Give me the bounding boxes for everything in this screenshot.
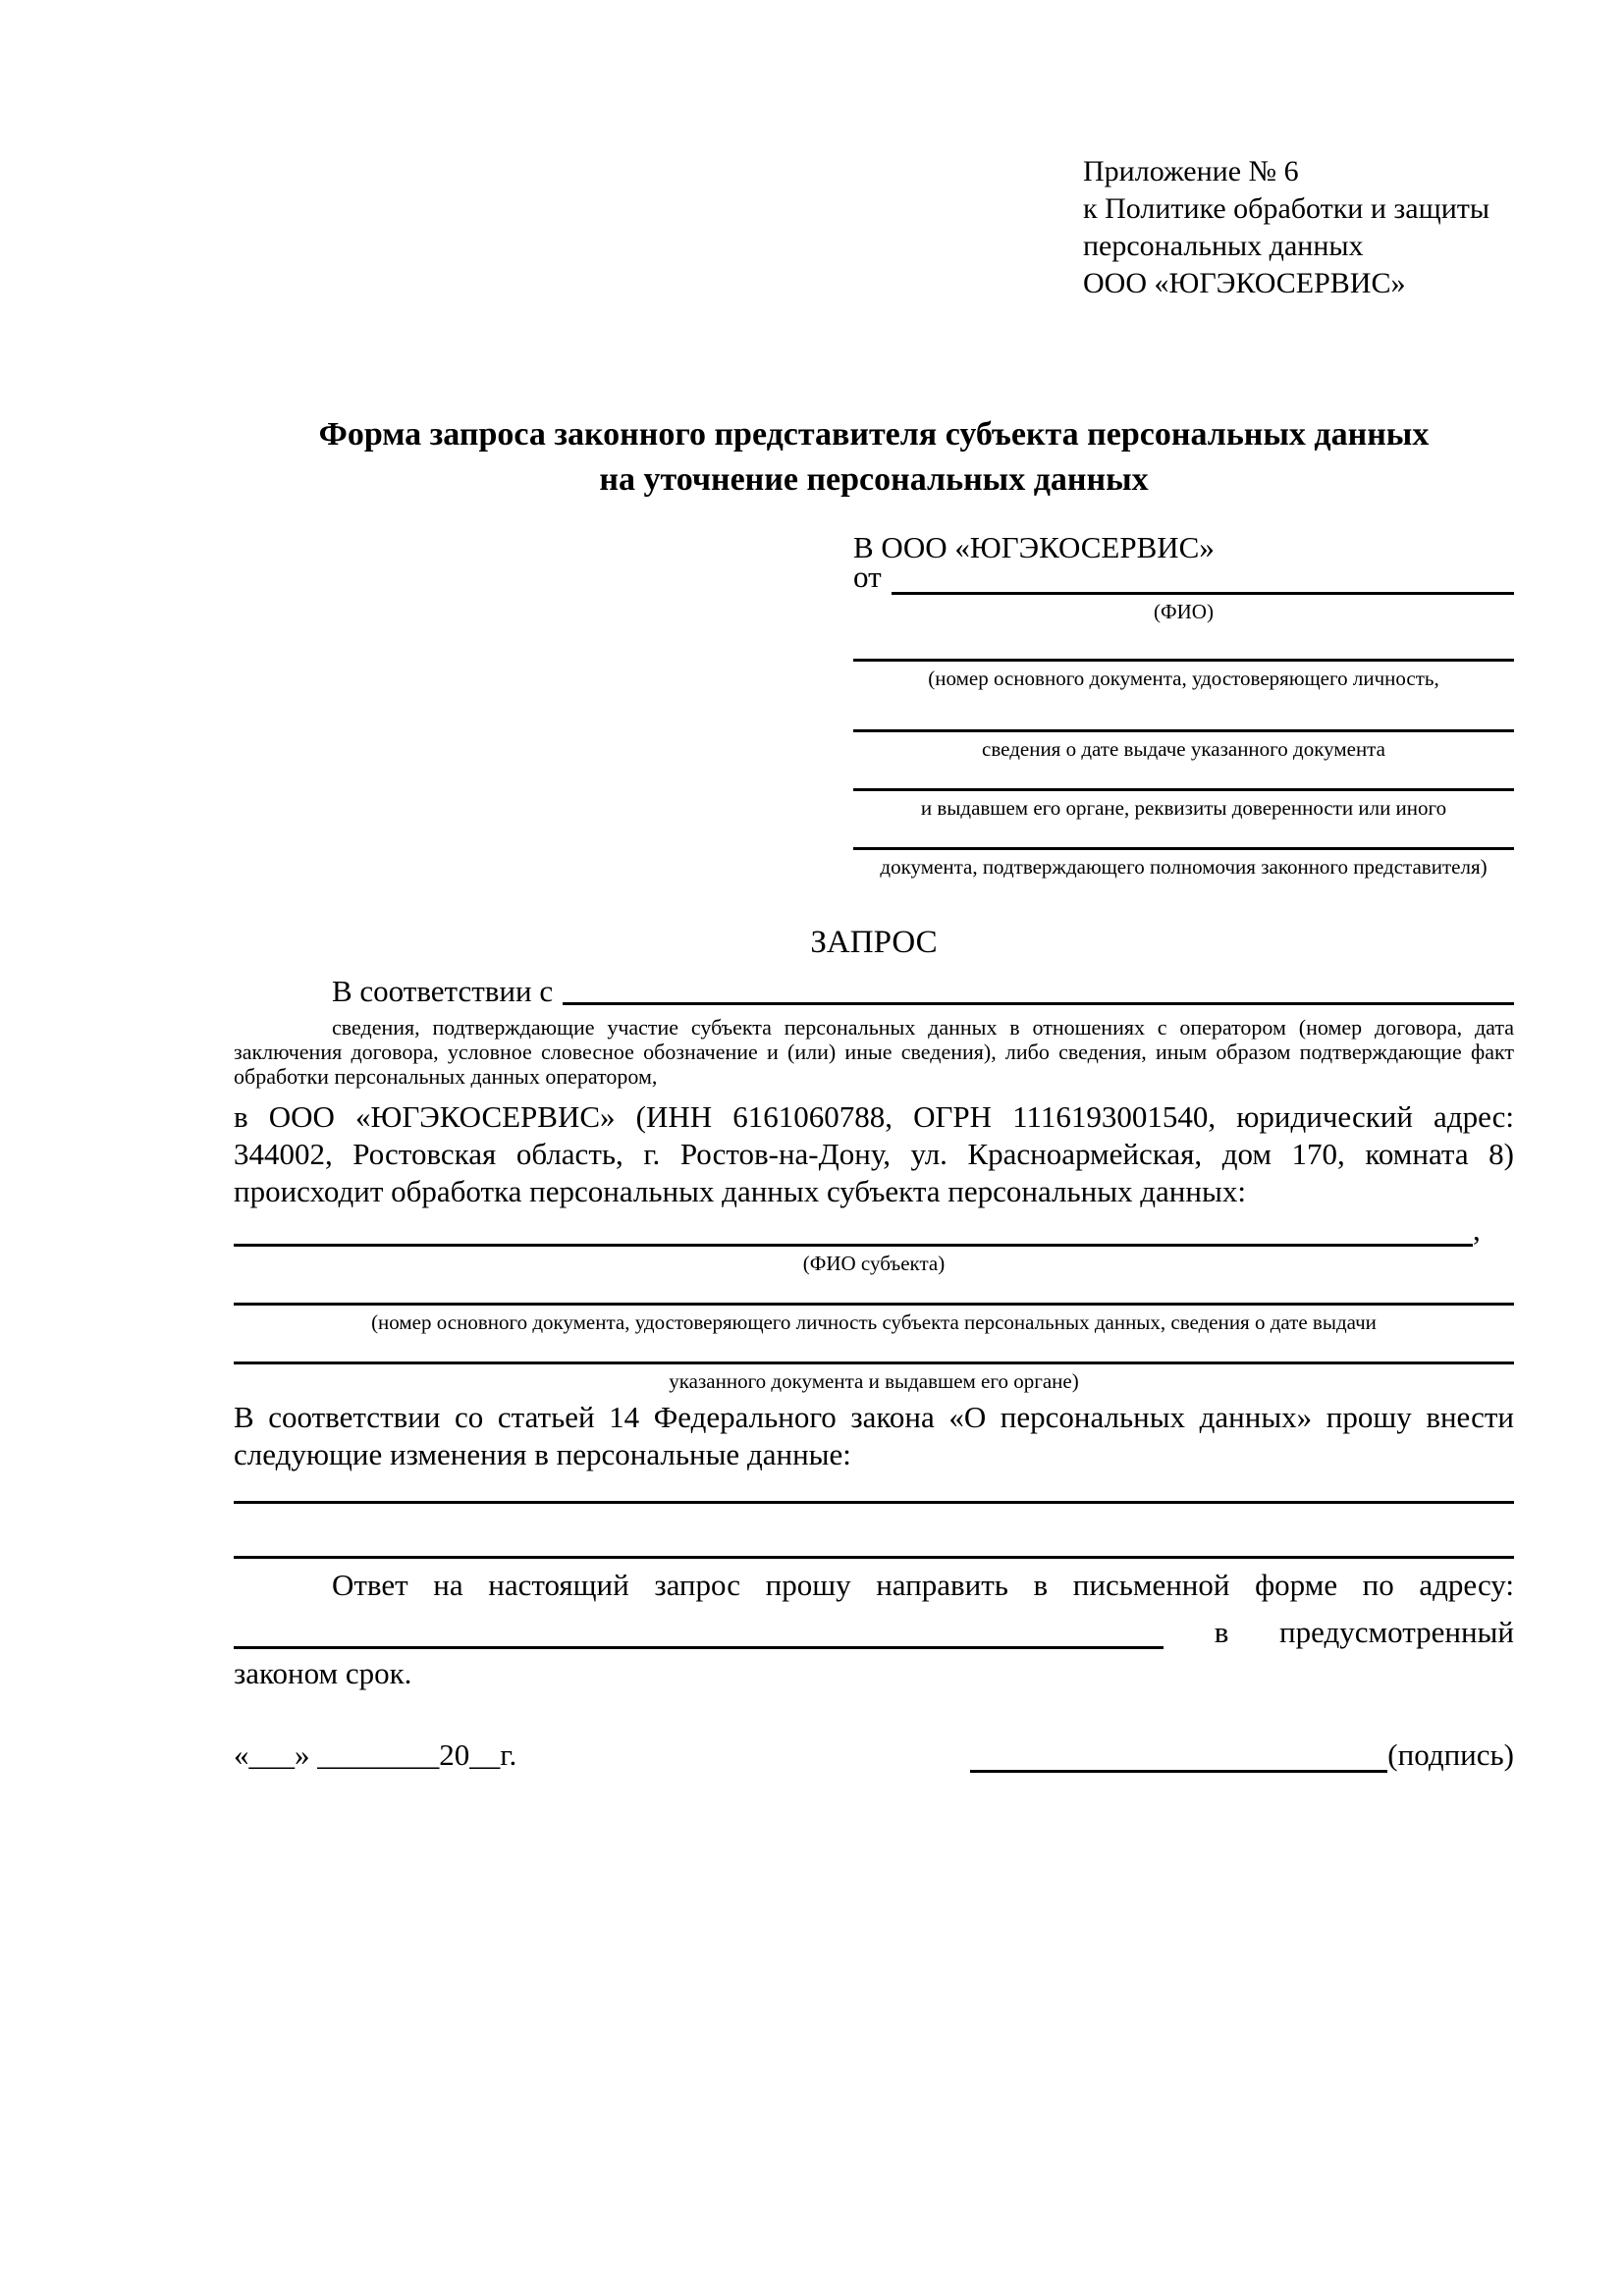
date-line[interactable]: «___» ________20__г.: [234, 1737, 517, 1772]
subject-document-fill-line[interactable]: [234, 1303, 1514, 1306]
from-label: от: [853, 560, 882, 594]
caption-fio: (ФИО): [1154, 600, 1214, 623]
appendix-line: персональных данных: [1083, 230, 1364, 262]
caption-subject-fio: (ФИО субъекта): [802, 1252, 946, 1275]
caption-subject-doc-1: (номер основного документа, удостоверяющего личность субъекта персональных данных, сведения о дате выдачи: [371, 1310, 1377, 1334]
addressee-block: [853, 530, 1514, 879]
document-number-fill-line[interactable]: [853, 659, 1514, 662]
signature-caption: (подпись): [1387, 1737, 1514, 1772]
accordance-note: сведения, подтверждающие участие субъекта персональных данных в отношениях с оператором (номер договора, дата заключения договора, условное словесное обозначение и (или) иные сведения), либо сведения, иным образом подтверждающие факт обработки персональных данных оператором,: [234, 1015, 1514, 1089]
signature-group: [970, 1737, 1514, 1773]
request-heading: ЗАПРОС: [810, 925, 938, 960]
operator-paragraph: в ООО «ЮГЭКОСЕРВИС» (ИНН 6161060788, ОГРН 1116193001540, юридический адрес: 344002, Ростовская область, г. Ростов-на-Дону, ул. Красноармейская, дом 170, комната 8) происходит обработка персональных данных субъекта персональных данных:: [234, 1099, 1514, 1208]
form-title: [234, 412, 1514, 503]
changes-fill-line-2[interactable]: [234, 1556, 1514, 1559]
subject-comma: ,: [1473, 1212, 1481, 1247]
caption-doc-4: документа, подтверждающего полномочия законного представителя): [880, 855, 1488, 879]
issuing-authority-fill-line[interactable]: [853, 788, 1514, 791]
accordance-lead: В соответствии с: [332, 974, 554, 1008]
address-fill-line[interactable]: [234, 1617, 1164, 1649]
accordance-fill-line[interactable]: [563, 973, 1514, 1005]
appendix-note: [1083, 0, 1514, 302]
authority-document-fill-line[interactable]: [853, 847, 1514, 850]
reply-tail: законом срок.: [234, 1656, 412, 1690]
article-paragraph: В соответствии со статьей 14 Федерального закона «О персональных данных» прошу внести следующие изменения в персональные данные:: [234, 1400, 1514, 1471]
changes-fill-line-1[interactable]: [234, 1501, 1514, 1504]
date-signature-row: [234, 1737, 1514, 1773]
caption-doc-1: (номер основного документа, удостоверяющего личность,: [928, 667, 1439, 690]
reply-paragraph: Ответ на настоящий запрос прошу направить в письменной форме по адресу:: [332, 1568, 1514, 1602]
signature-line[interactable]: [970, 1742, 1387, 1773]
reply-address-row: [234, 1616, 1514, 1649]
appendix-line: ООО «ЮГЭКОСЕРВИС»: [1083, 267, 1406, 299]
caption-doc-2: сведения о дате выдаче указанного документа: [982, 737, 1385, 761]
issue-date-fill-line[interactable]: [853, 729, 1514, 732]
appendix-line: к Политике обработки и защиты: [1083, 192, 1490, 225]
appendix-line: Приложение № 6: [1083, 155, 1299, 187]
fio-fill-line[interactable]: [892, 565, 1514, 595]
addressee-org: В ООО «ЮГЭКОСЕРВИС»: [853, 530, 1215, 564]
from-row: [853, 560, 1514, 595]
caption-subject-doc-2: указанного документа и выдавшем его органе): [669, 1369, 1079, 1393]
form-title-line-2: на уточнение персональных данных: [599, 461, 1149, 498]
subject-fio-fill-line[interactable]: [234, 1210, 1473, 1247]
form-title-line-1: Форма запроса законного представителя субъекта персональных данных: [318, 416, 1430, 453]
accordance-row: [234, 973, 1514, 1010]
reply-word-stipulated: предусмотренный: [1279, 1615, 1514, 1649]
subject-row: [234, 1210, 1514, 1247]
subject-authority-fill-line[interactable]: [234, 1362, 1514, 1364]
reply-word-in: в: [1214, 1615, 1229, 1649]
caption-doc-3: и выдавшем его органе, реквизиты доверенности или иного: [920, 796, 1447, 820]
